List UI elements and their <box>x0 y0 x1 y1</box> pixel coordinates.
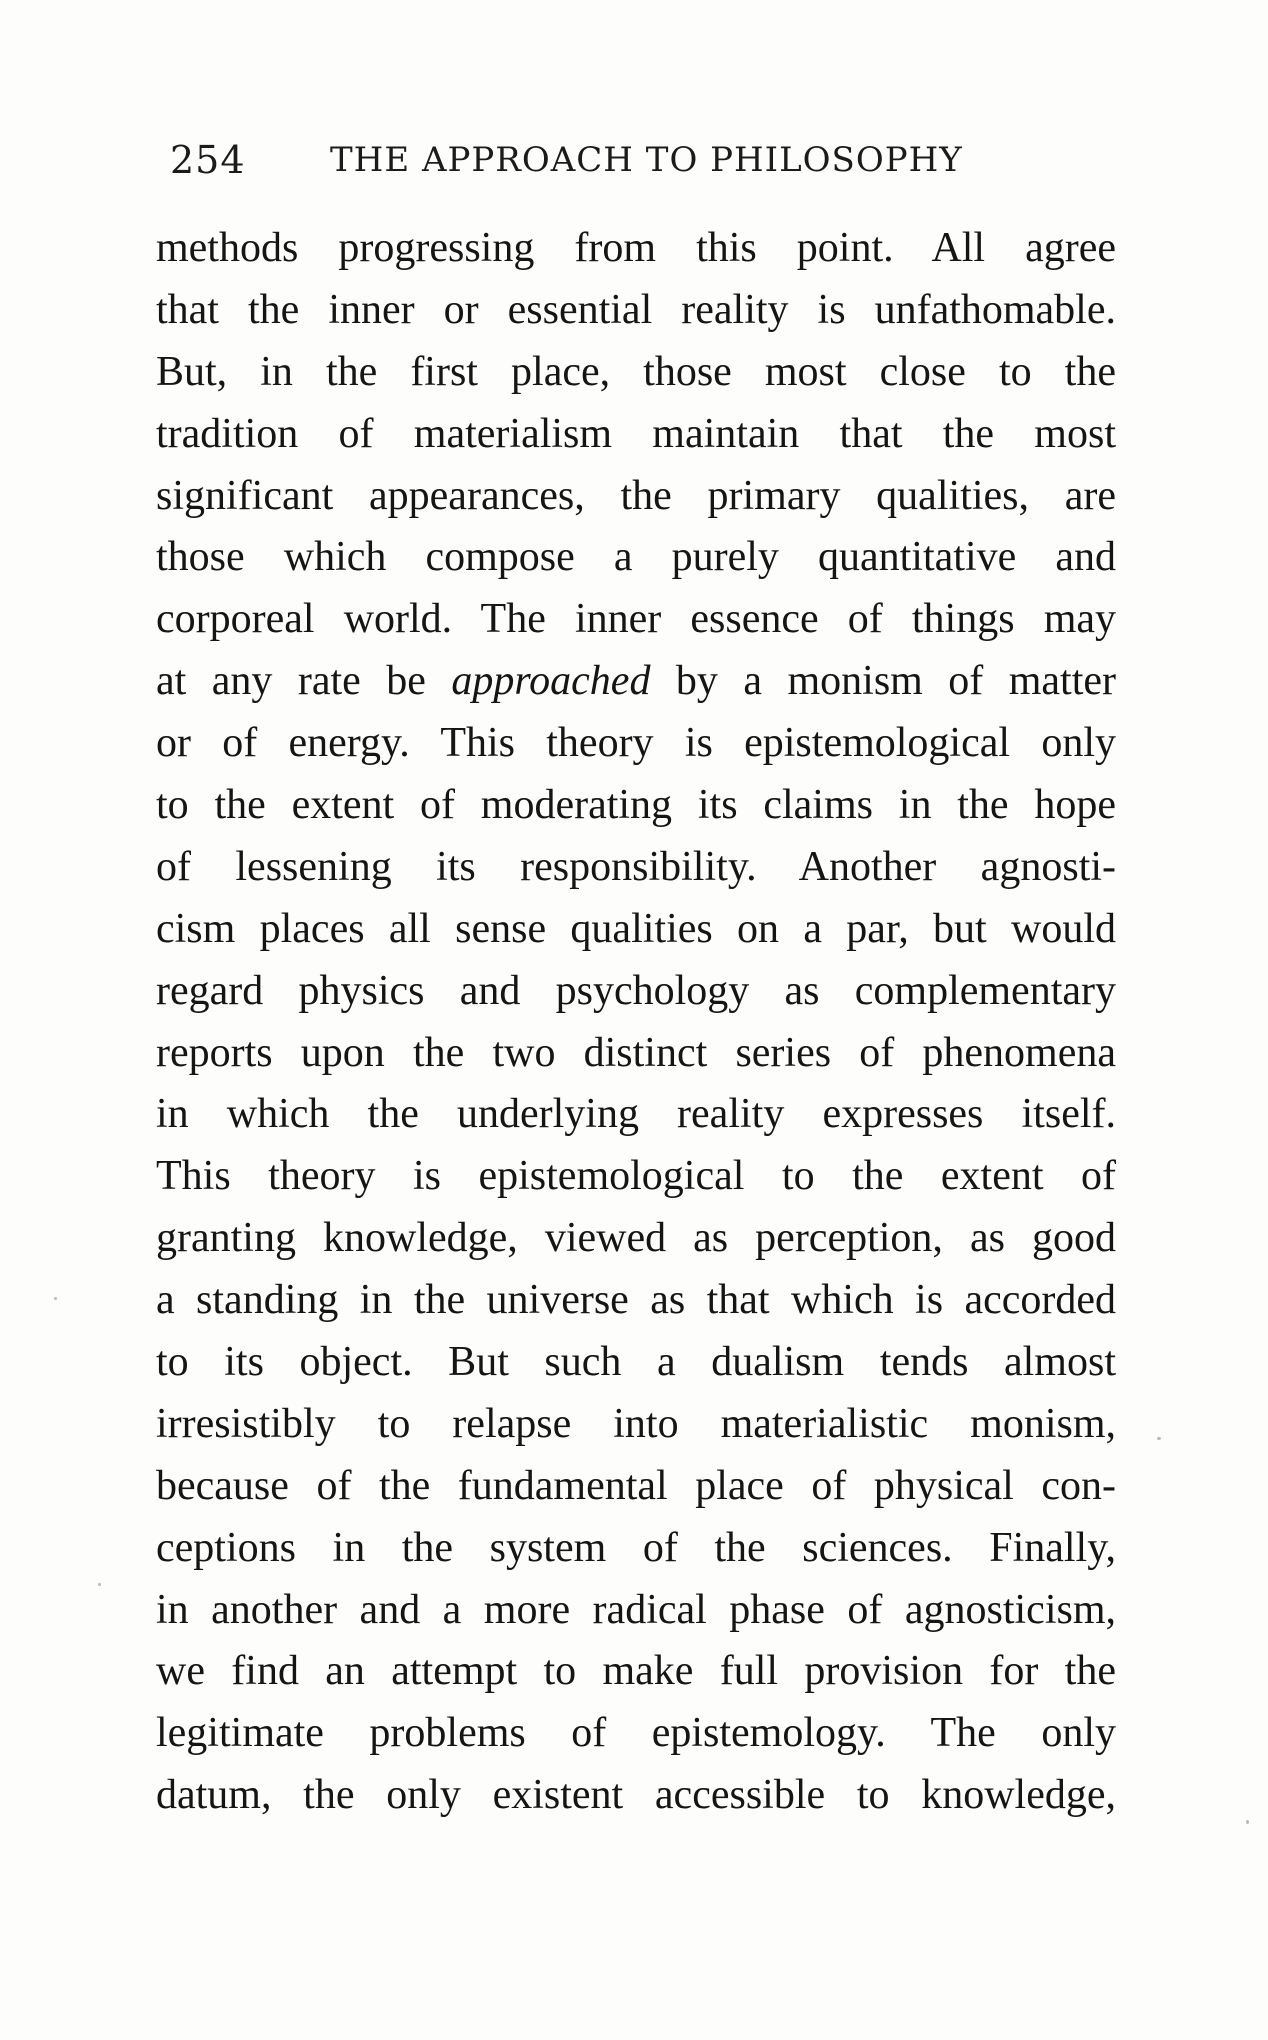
body-text <box>156 218 1116 1827</box>
text-line: But, in the first place, those most close to the <box>156 348 1116 395</box>
text-line: significant appearances, the primary qualities, are <box>156 472 1116 519</box>
text-line: legitimate problems of epistemology. The only <box>156 1710 1116 1757</box>
text-line: tradition of materialism maintain that the most <box>156 410 1116 457</box>
text-line: a standing in the universe as that which is accorded <box>156 1277 1116 1324</box>
text-line: because of the fundamental place of physical con- <box>156 1462 1116 1509</box>
text-line: to the extent of moderating its claims in the hope <box>156 782 1116 829</box>
text-line: This theory is epistemological to the extent of <box>156 1153 1116 1200</box>
text-line: granting knowledge, viewed as perception, as good <box>156 1215 1116 1262</box>
text-line: in another and a more radical phase of agnosticism, <box>156 1586 1116 1633</box>
text-line: in which the underlying reality expresses itself. <box>156 1091 1116 1138</box>
text-line: reports upon the two distinct series of phenomena <box>156 1029 1116 1076</box>
text-line: irresistibly to relapse into materialistic monism, <box>156 1400 1116 1447</box>
paper-speck <box>98 1583 101 1586</box>
paper-speck <box>1157 1437 1161 1440</box>
text-line: regard physics and psychology as complementary <box>156 967 1116 1014</box>
text-line: methods progressing from this point. All agree <box>156 225 1116 271</box>
text-line: that the inner or essential reality is unfathomable. <box>156 286 1116 333</box>
text-line: we find an attempt to make full provision for the <box>156 1648 1116 1695</box>
text-line-with-italic <box>156 651 1116 713</box>
page-number: 254 <box>170 138 246 182</box>
paper-speck <box>1246 1820 1249 1824</box>
text-line: or of energy. This theory is epistemological only <box>156 720 1116 767</box>
text-line: to its object. But such a dualism tends almost <box>156 1339 1116 1386</box>
page-header <box>170 132 970 188</box>
paper-speck <box>54 1297 57 1300</box>
running-head: THE APPROACH TO PHILOSOPHY <box>330 140 963 180</box>
text-line: cism places all sense qualities on a par, but would <box>156 905 1116 952</box>
text-line: those which compose a purely quantitative and <box>156 534 1116 581</box>
text-line: datum, the only existent accessible to knowledge, <box>156 1772 1116 1819</box>
line-lead: at any rate be <box>156 658 426 705</box>
text-line: of lessening its responsibility. Another agnosti- <box>156 843 1116 890</box>
text-line: ceptions in the system of the sciences. Finally, <box>156 1524 1116 1571</box>
text-line: corporeal world. The inner essence of things may <box>156 596 1116 643</box>
italic-word: approached <box>451 658 651 705</box>
line-tail: by a monism of matter <box>675 658 1117 705</box>
